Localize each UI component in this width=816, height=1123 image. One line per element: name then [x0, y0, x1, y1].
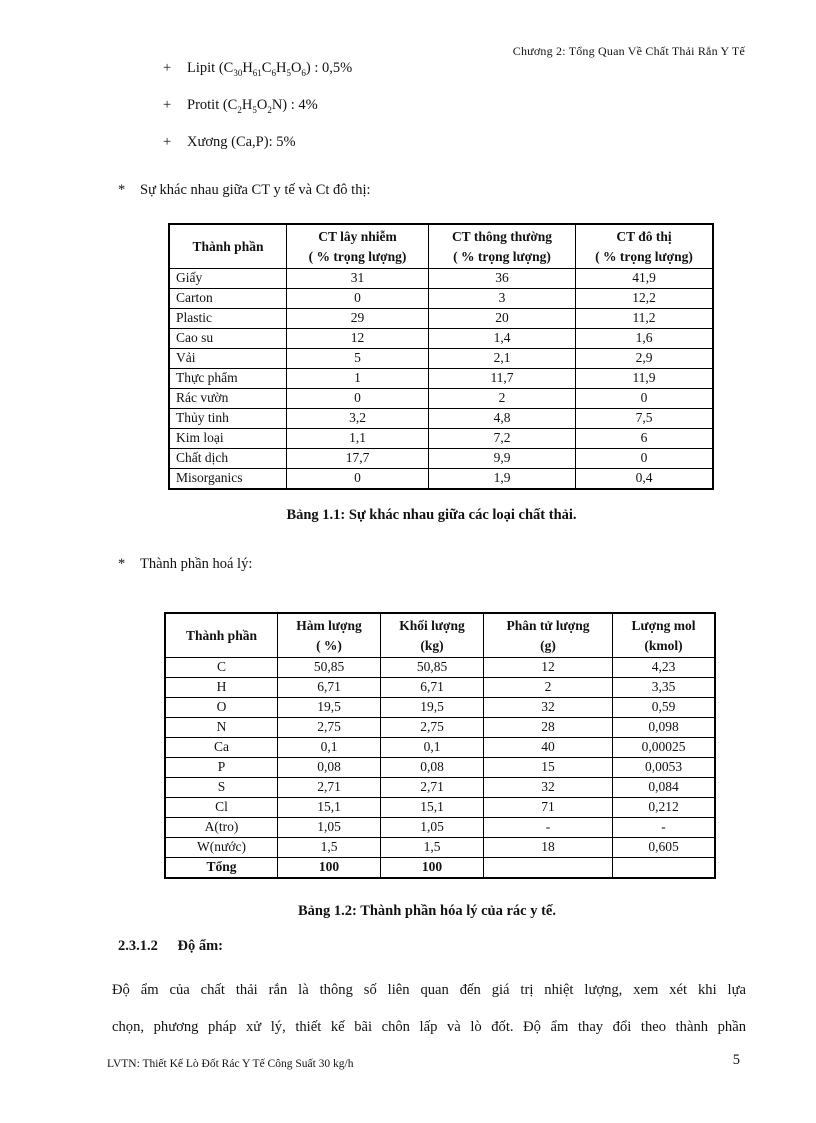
value-cell: 0,0053 [613, 758, 716, 778]
row-label-cell: Ca [165, 738, 278, 758]
value-cell: 2,1 [429, 349, 576, 369]
table-row [169, 309, 713, 329]
row-label-cell: Cao su [169, 329, 287, 349]
row-label-cell: S [165, 778, 278, 798]
column-header: CT thông thường ( % trọng lượng) [429, 224, 576, 269]
row-label-cell: Kim loại [169, 429, 287, 449]
row-label-cell: P [165, 758, 278, 778]
value-cell: 0,4 [576, 469, 714, 490]
value-cell: 3 [429, 289, 576, 309]
row-label-cell: Misorganics [169, 469, 287, 490]
value-cell: 40 [484, 738, 613, 758]
table-row [165, 858, 715, 879]
row-label-cell: Cl [165, 798, 278, 818]
table-row [165, 798, 715, 818]
column-header: CT lây nhiễm ( % trọng lượng) [287, 224, 429, 269]
star-bullet-marker: * [118, 556, 126, 572]
table-row [169, 269, 713, 289]
row-label-cell: Tổng [165, 858, 278, 879]
table-row [169, 289, 713, 309]
value-cell: 5 [287, 349, 429, 369]
table-row [169, 409, 713, 429]
value-cell: 6 [576, 429, 714, 449]
row-label-cell: O [165, 698, 278, 718]
table-row [165, 758, 715, 778]
composition-list-item [163, 60, 352, 78]
row-label-cell: Rác vườn [169, 389, 287, 409]
table-row [169, 389, 713, 409]
value-cell: 71 [484, 798, 613, 818]
column-header: Khối lượng (kg) [381, 613, 484, 658]
value-cell: 20 [429, 309, 576, 329]
composition-list [163, 60, 352, 151]
value-cell: 1,05 [381, 818, 484, 838]
paragraph-line: Độ ẩm của chất thải rắn là thông số liên quan đến giá trị nhiệt lượng, xem xét khi lựa [112, 982, 746, 998]
composition-list-item [163, 97, 352, 115]
value-cell: 0 [287, 289, 429, 309]
column-header: Thành phần [169, 224, 287, 269]
value-cell: 50,85 [381, 658, 484, 678]
value-cell: 0 [576, 449, 714, 469]
value-cell: 11,9 [576, 369, 714, 389]
table-row [165, 698, 715, 718]
value-cell: 28 [484, 718, 613, 738]
value-cell: 1,6 [576, 329, 714, 349]
value-cell: 1 [287, 369, 429, 389]
plus-bullet-marker: + [163, 133, 172, 150]
value-cell: 2,71 [381, 778, 484, 798]
row-label-cell: Vải [169, 349, 287, 369]
value-cell: 0,59 [613, 698, 716, 718]
row-label-cell: A(tro) [165, 818, 278, 838]
waste-comparison-table [168, 223, 714, 490]
row-label-cell: Thực phẩm [169, 369, 287, 389]
row-label-cell: N [165, 718, 278, 738]
table-row [169, 449, 713, 469]
value-cell: 19,5 [278, 698, 381, 718]
subsection-title: Độ ẩm: [177, 938, 224, 954]
section-title-ct-comparison [118, 182, 371, 199]
value-cell: 0,212 [613, 798, 716, 818]
value-cell: 11,2 [576, 309, 714, 329]
value-cell [613, 858, 716, 879]
value-cell: 0,084 [613, 778, 716, 798]
value-cell: 15,1 [381, 798, 484, 818]
value-cell: 15 [484, 758, 613, 778]
value-cell: 32 [484, 698, 613, 718]
value-cell: - [484, 818, 613, 838]
value-cell: 0,098 [613, 718, 716, 738]
value-cell: 36 [429, 269, 576, 289]
value-cell: 1,5 [381, 838, 484, 858]
value-cell: 0,00025 [613, 738, 716, 758]
value-cell: - [613, 818, 716, 838]
star-bullet-marker: * [118, 182, 126, 198]
composition-text: Xương (Ca,P): 5% [187, 133, 296, 150]
section-title-text: Thành phần hoá lý: [140, 556, 253, 572]
value-cell: 0,1 [278, 738, 381, 758]
table-row [165, 838, 715, 858]
column-header: Phân tử lượng (g) [484, 613, 613, 658]
plus-bullet-marker: + [163, 96, 172, 113]
value-cell: 0,08 [278, 758, 381, 778]
value-cell: 1,1 [287, 429, 429, 449]
table-row [169, 429, 713, 449]
value-cell: 12,2 [576, 289, 714, 309]
value-cell: 2 [484, 678, 613, 698]
value-cell: 3,2 [287, 409, 429, 429]
value-cell: 2,75 [278, 718, 381, 738]
column-header: Thành phần [165, 613, 278, 658]
table-row [165, 818, 715, 838]
paragraph-line: chọn, phương pháp xử lý, thiết kế bãi chôn lấp và lò đốt. Độ ẩm thay đổi theo thành phần [112, 1019, 746, 1035]
table2-caption: Bảng 1.2: Thành phần hóa lý của rác y tế. [298, 903, 556, 919]
row-label-cell: Giấy [169, 269, 287, 289]
value-cell: 2,71 [278, 778, 381, 798]
value-cell: 41,9 [576, 269, 714, 289]
row-label-cell: Plastic [169, 309, 287, 329]
value-cell: 6,71 [381, 678, 484, 698]
physchem-composition-table [164, 612, 716, 879]
value-cell: 11,7 [429, 369, 576, 389]
page-number: 5 [732, 1052, 740, 1068]
value-cell: 12 [484, 658, 613, 678]
table-row [165, 658, 715, 678]
value-cell: 6,71 [278, 678, 381, 698]
value-cell: 1,5 [278, 838, 381, 858]
table1-caption: Bảng 1.1: Sự khác nhau giữa các loại chất thải. [286, 507, 577, 523]
plus-bullet-marker: + [163, 60, 172, 76]
table-row [165, 718, 715, 738]
value-cell: 31 [287, 269, 429, 289]
value-cell: 0 [287, 389, 429, 409]
value-cell: 0,605 [613, 838, 716, 858]
section-title-physchem [118, 556, 252, 573]
composition-list-item [163, 134, 352, 151]
value-cell: 7,2 [429, 429, 576, 449]
value-cell: 1,9 [429, 469, 576, 490]
row-label-cell: Thủy tinh [169, 409, 287, 429]
value-cell: 12 [287, 329, 429, 349]
value-cell: 32 [484, 778, 613, 798]
table-row [169, 349, 713, 369]
row-label-cell: C [165, 658, 278, 678]
value-cell: 50,85 [278, 658, 381, 678]
table-row [165, 738, 715, 758]
value-cell: 29 [287, 309, 429, 329]
value-cell: 7,5 [576, 409, 714, 429]
row-label-cell: W(nước) [165, 838, 278, 858]
value-cell: 18 [484, 838, 613, 858]
value-cell: 9,9 [429, 449, 576, 469]
value-cell: 0 [287, 469, 429, 490]
column-header: CT đô thị ( % trọng lượng) [576, 224, 714, 269]
table-row [169, 329, 713, 349]
value-cell: 0,1 [381, 738, 484, 758]
value-cell: 15,1 [278, 798, 381, 818]
value-cell: 100 [278, 858, 381, 879]
value-cell: 1,05 [278, 818, 381, 838]
table-header [169, 224, 713, 269]
value-cell [484, 858, 613, 879]
value-cell: 0 [576, 389, 714, 409]
column-header: Lượng mol (kmol) [613, 613, 716, 658]
table-row [165, 778, 715, 798]
table-row [165, 678, 715, 698]
section-title-text: Sự khác nhau giữa CT y tế và Ct đô thị: [140, 182, 371, 198]
table-row [169, 369, 713, 389]
row-label-cell: Chất dịch [169, 449, 287, 469]
composition-text: Protit $(C_2H_5O_2N)$ : 4% [187, 96, 318, 115]
subsection-heading [118, 938, 223, 955]
value-cell: 17,7 [287, 449, 429, 469]
value-cell: 19,5 [381, 698, 484, 718]
value-cell: 3,35 [613, 678, 716, 698]
value-cell: 2 [429, 389, 576, 409]
value-cell: 4,8 [429, 409, 576, 429]
value-cell: 4,23 [613, 658, 716, 678]
chapter-header: Chương 2: Tổng Quan Về Chất Thải Rắn Y Tế [512, 44, 745, 58]
row-label-cell: H [165, 678, 278, 698]
row-label-cell: Carton [169, 289, 287, 309]
value-cell: 1,4 [429, 329, 576, 349]
table-row [169, 469, 713, 490]
column-header: Hàm lượng ( %) [278, 613, 381, 658]
value-cell: 2,75 [381, 718, 484, 738]
body-paragraph [112, 972, 746, 1046]
composition-text: Lipit $(C_{30}H_{61}C_6H_5O_6)$ : 0,5% [187, 60, 353, 78]
value-cell: 2,9 [576, 349, 714, 369]
value-cell: 0,08 [381, 758, 484, 778]
subsection-number: 2.3.1.2 [118, 938, 158, 954]
table-header [165, 613, 715, 658]
footer-thesis-title: LVTN: Thiết Kế Lò Đốt Rác Y Tế Công Suất 30 kg/h [107, 1058, 354, 1070]
value-cell: 100 [381, 858, 484, 879]
